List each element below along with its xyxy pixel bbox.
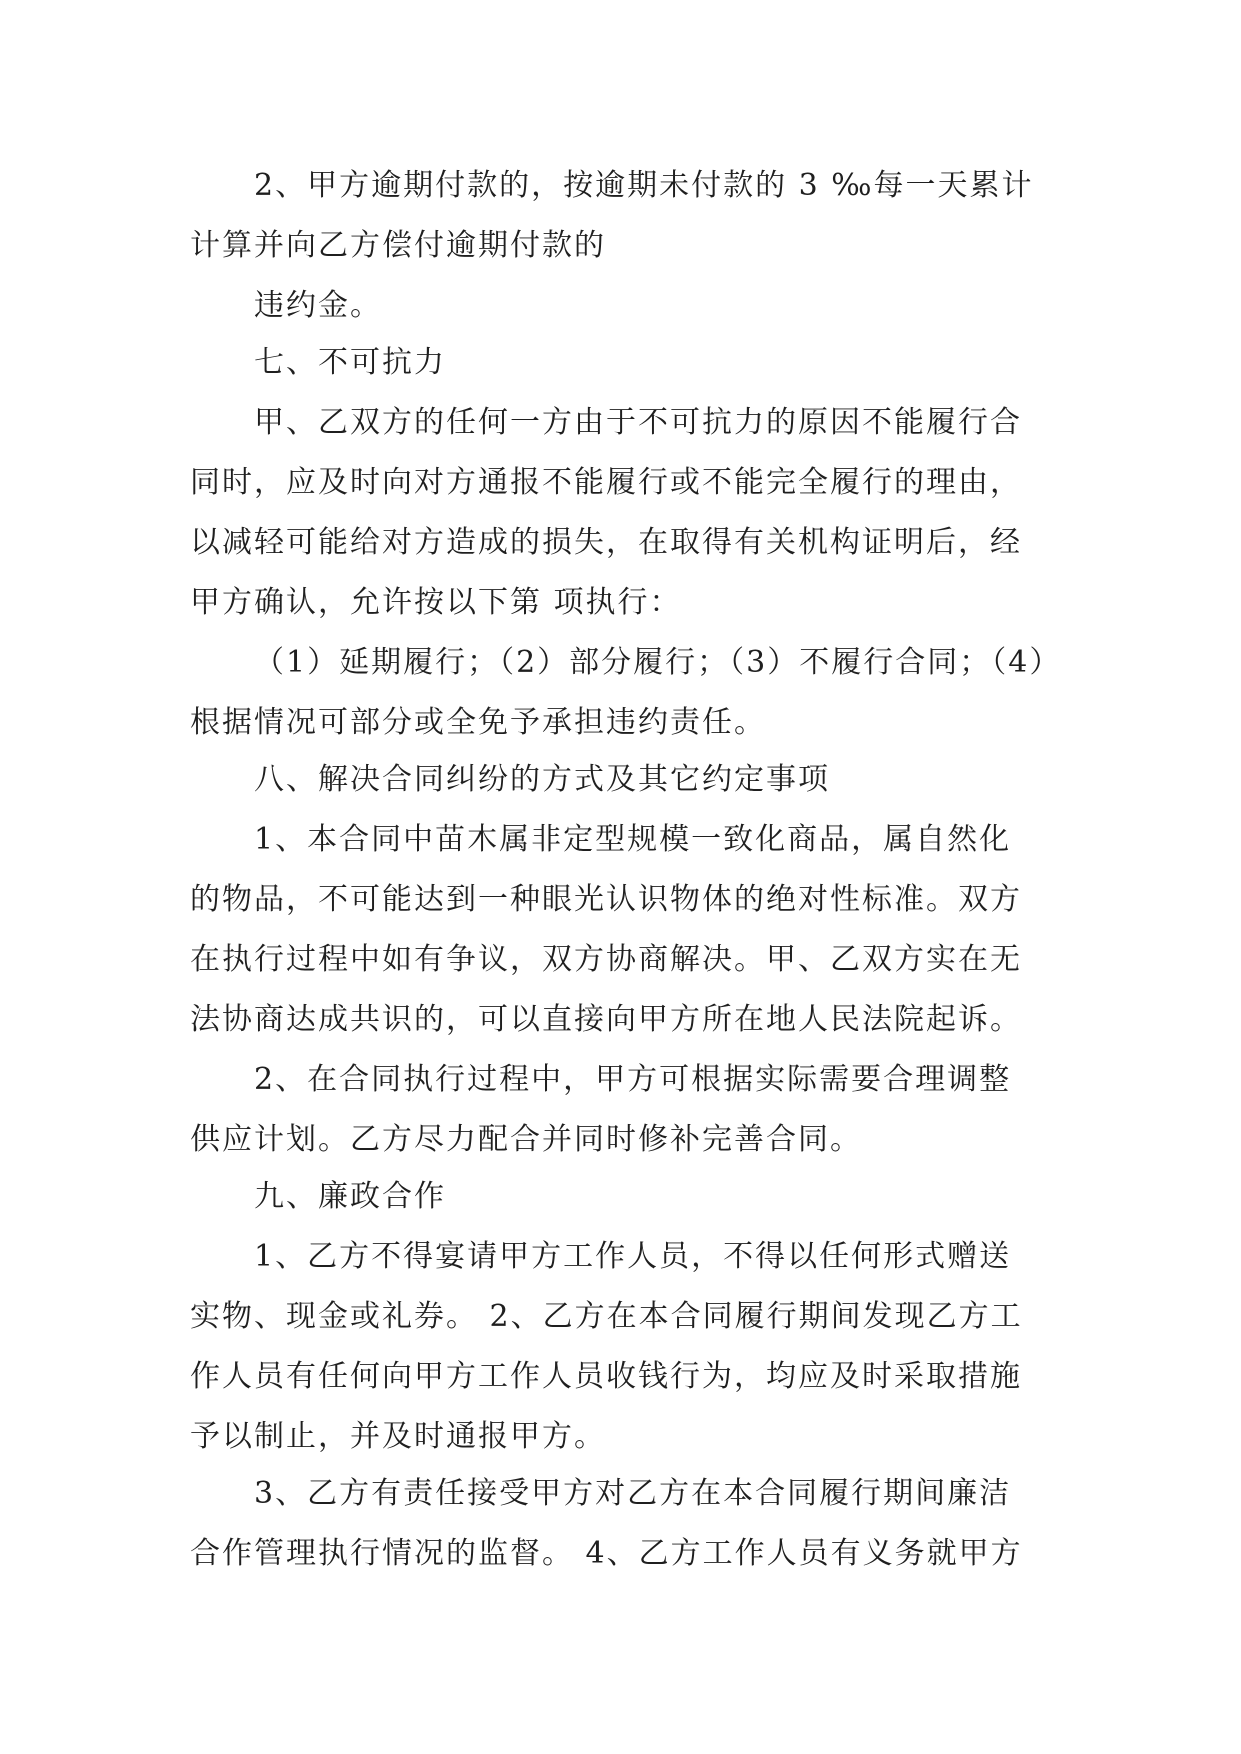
section-heading: 九、廉政合作 [254, 1179, 446, 1214]
text-line: 法协商达成共识的，可以直接向甲方所在地人民法院起诉。 [190, 1002, 1022, 1037]
text-line: 3、乙方有责任接受甲方对乙方在本合同履行期间廉洁 [254, 1476, 1012, 1511]
text-line: 1、乙方不得宴请甲方工作人员，不得以任何形式赠送 [254, 1239, 1012, 1274]
section-heading: 八、解决合同纠纷的方式及其它约定事项 [254, 762, 830, 797]
text-line: 计算并向乙方偿付逾期付款的 [190, 228, 606, 263]
text-line: 的物品，不可能达到一种眼光认识物体的绝对性标准。双方 [190, 882, 1022, 917]
text-line: 实物、现金或礼券。 2、乙方在本合同履行期间发现乙方工 [190, 1299, 1023, 1334]
text-line: （1）延期履行；（2）部分履行；（3）不履行合同；（4） [254, 645, 1062, 680]
section-heading: 七、不可抗力 [254, 345, 446, 380]
text-line: 违约金。 [254, 288, 382, 323]
text-line: 以减轻可能给对方造成的损失，在取得有关机构证明后，经 [190, 525, 1022, 560]
text-line: 同时，应及时向对方通报不能履行或不能完全履行的理由， [190, 465, 1022, 500]
text-line: 甲、乙双方的任何一方由于不可抗力的原因不能履行合 [254, 405, 1022, 440]
text-line: 甲方确认，允许按以下第 项执行： [190, 585, 682, 620]
text-line: 作人员有任何向甲方工作人员收钱行为，均应及时采取措施 [190, 1359, 1022, 1394]
text-line: 予以制止，并及时通报甲方。 [190, 1419, 606, 1454]
text-line: 在执行过程中如有争议，双方协商解决。甲、乙双方实在无 [190, 942, 1022, 977]
text-line: 2、在合同执行过程中，甲方可根据实际需要合理调整 [254, 1062, 1012, 1097]
text-line: 合作管理执行情况的监督。 4、乙方工作人员有义务就甲方 [190, 1536, 1023, 1571]
text-line: 2、甲方逾期付款的，按逾期未付款的 3 ‰每一天累计 [254, 168, 1034, 203]
text-line: 根据情况可部分或全免予承担违约责任。 [190, 705, 766, 740]
text-line: 供应计划。乙方尽力配合并同时修补完善合同。 [190, 1122, 862, 1157]
text-line: 1、本合同中苗木属非定型规模一致化商品，属自然化 [254, 822, 1012, 857]
